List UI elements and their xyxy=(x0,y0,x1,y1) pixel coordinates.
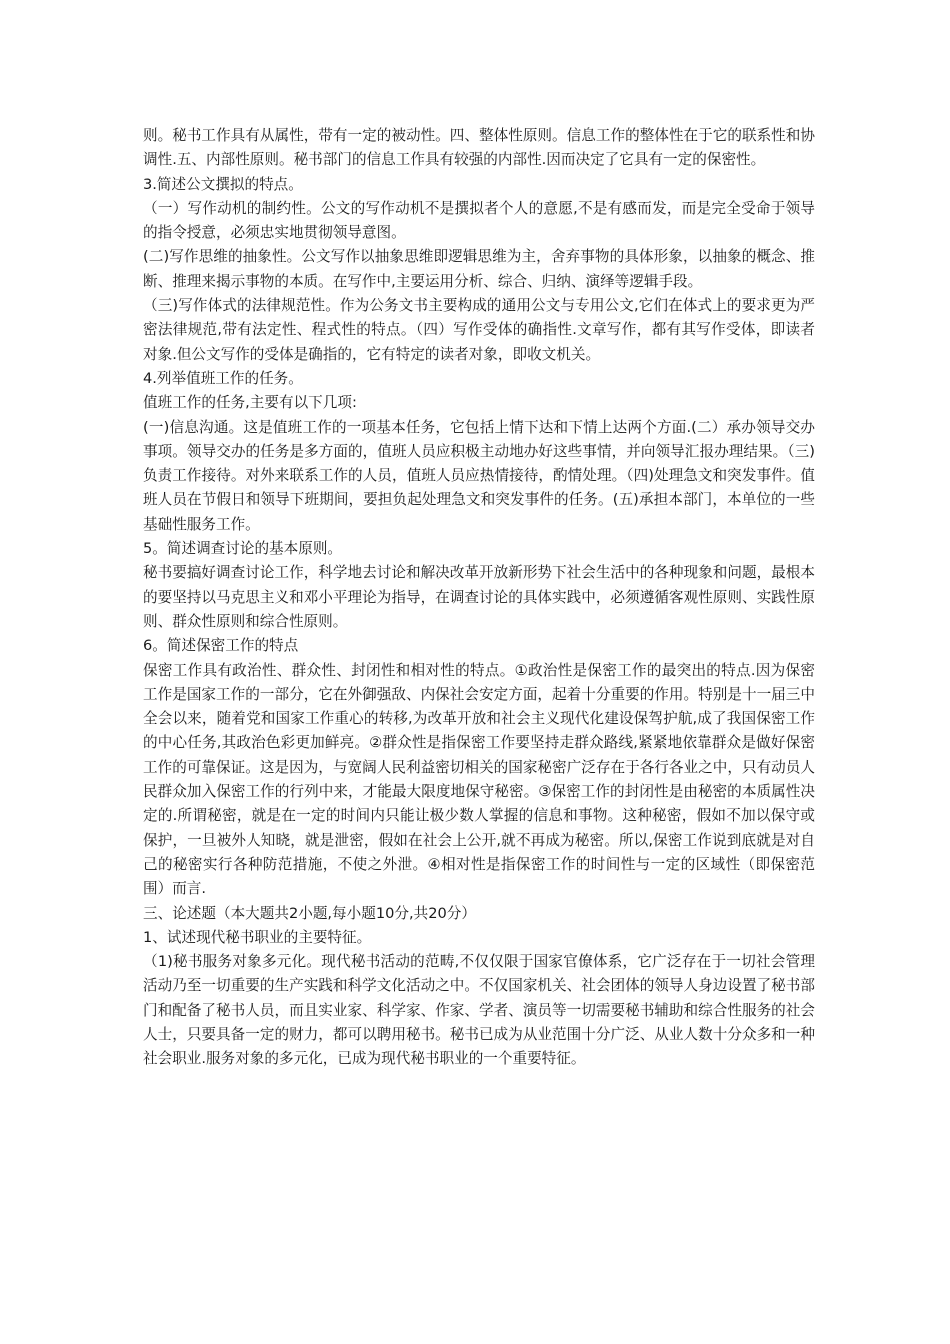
paragraph-q3-item3: （三)写作体式的法律规范性。作为公务文书主要构成的通用公文与专用公文,它们在体式上的要求更为严密法律规范,带有法定性、程式性的特点。（四）写作受体的确指性.文章写作，都有其写作受体，即读者对象.但公文写作的受体是确指的，它有特定的读者对象，即收文机关。 xyxy=(143,297,815,363)
paragraph-q4-tasks: (一)信息沟通。这是值班工作的一项基本任务，它包括上情下达和下情上达两个方面.(二）承办领导交办事项。领导交办的任务是多方面的，值班人员应积极主动地办好这些事情，并向领导汇报办理结果。（三)负责工作接待。对外来联系工作的人员，值班人员应热情接待，酌情处理。（四)处理急文和突发事件。值班人员在节假日和领导下班期间，要担负起处理急文和突发事件的任务。(五)承担本部门，本单位的一些基础性服务工作。 xyxy=(143,418,815,533)
section-heading-essay: 三、论述题（本大题共2小题,每小题10分,共20分） xyxy=(143,904,476,922)
paragraph-q3-item2: (二)写作思维的抽象性。公文写作以抽象思维即逻辑思维为主，舍弃事物的具体形象，以抽象的概念、推断、推理来揭示事物的本质。在写作中,主要运用分析、综合、归纳、演绎等逻辑手段。 xyxy=(143,248,815,290)
heading-essay-q1: 1、试述现代秘书职业的主要特征。 xyxy=(143,928,372,946)
heading-q4: 4.列举值班工作的任务。 xyxy=(143,369,303,387)
heading-q3: 3.简述公文撰拟的特点。 xyxy=(143,175,303,193)
document-page xyxy=(143,124,815,1072)
paragraph-q3-item1: （一）写作动机的制约性。公文的写作动机不是撰拟者个人的意愿,不是有感而发，而是完全受命于领导的指令授意，必须忠实地贯彻领导意图。 xyxy=(143,199,815,242)
heading-q6: 6。简述保密工作的特点 xyxy=(143,637,299,655)
paragraph-principles-end: 则。秘书工作具有从属性，带有一定的被动性。四、整体性原则。信息工作的整体性在于它的联系性和协调性.五、内部性原则。秘书部门的信息工作具有较强的内部性.因而决定了它具有一定的保密性。 xyxy=(143,127,815,169)
paragraph-q4-intro: 值班工作的任务,主要有以下几项: xyxy=(143,394,357,412)
heading-q5: 5。简述调查讨论的基本原则。 xyxy=(143,540,343,558)
paragraph-q5-answer: 秘书要搞好调查讨论工作，科学地去讨论和解决改革开放新形势下社会生活中的各种现象和问题，最根本的要坚持以马克思主义和邓小平理论为指导，在调查讨论的具体实践中，必须遵循客观性原则、实践性原则、群众性原则和综合性原则。 xyxy=(143,564,815,630)
paragraph-essay-q1-point1: （1)秘书服务对象多元化。现代秘书活动的范畴,不仅仅限于国家官僚体系，它广泛存在于一切社会管理活动乃至一切重要的生产实践和科学文化活动之中。不仅国家机关、社会团体的领导人身边设置了秘书部门和配备了秘书人员，而且实业家、科学家、作家、学者、演员等一切需要秘书辅助和综合性服务的社会人士，只要具备一定的财力，都可以聘用秘书。秘书已成为从业范围十分广泛、从业人数十分众多和一种社会职业.服务对象的多元化，已成为现代秘书职业的一个重要特征。 xyxy=(143,953,815,1068)
paragraph-q6-answer: 保密工作具有政治性、群众性、封闭性和相对性的特点。①政治性是保密工作的最突出的特点.因为保密工作是国家工作的一部分，它在外御强敌、内保社会安定方面，起着十分重要的作用。特别是十一届三中全会以来，随着党和国家工作重心的转移,为改革开放和社会主义现代化建设保驾护航,成了我国保密工作的中心任务,其政治色彩更加鲜亮。②群众性是指保密工作要坚持走群众路线,紧紧地依靠群众是做好保密工作的可靠保证。这是因为，与宽阔人民利益密切相关的国家秘密广泛存在于各行各业之中，只有动员人民群众加入保密工作的行列中来，才能最大限度地保守秘密。③保密工作的封闭性是由秘密的本质属性决定的.所谓秘密，就是在一定的时间内只能让极少数人掌握的信息和事物。这种秘密，假如不加以保守或保护，一旦被外人知晓，就是泄密，假如在社会上公开,就不再成为秘密。所以,保密工作说到底就是对自己的秘密实行各种防范措施，不使之外泄。④相对性是指保密工作的时间性与一定的区域性（即保密范围）而言. xyxy=(143,661,815,898)
